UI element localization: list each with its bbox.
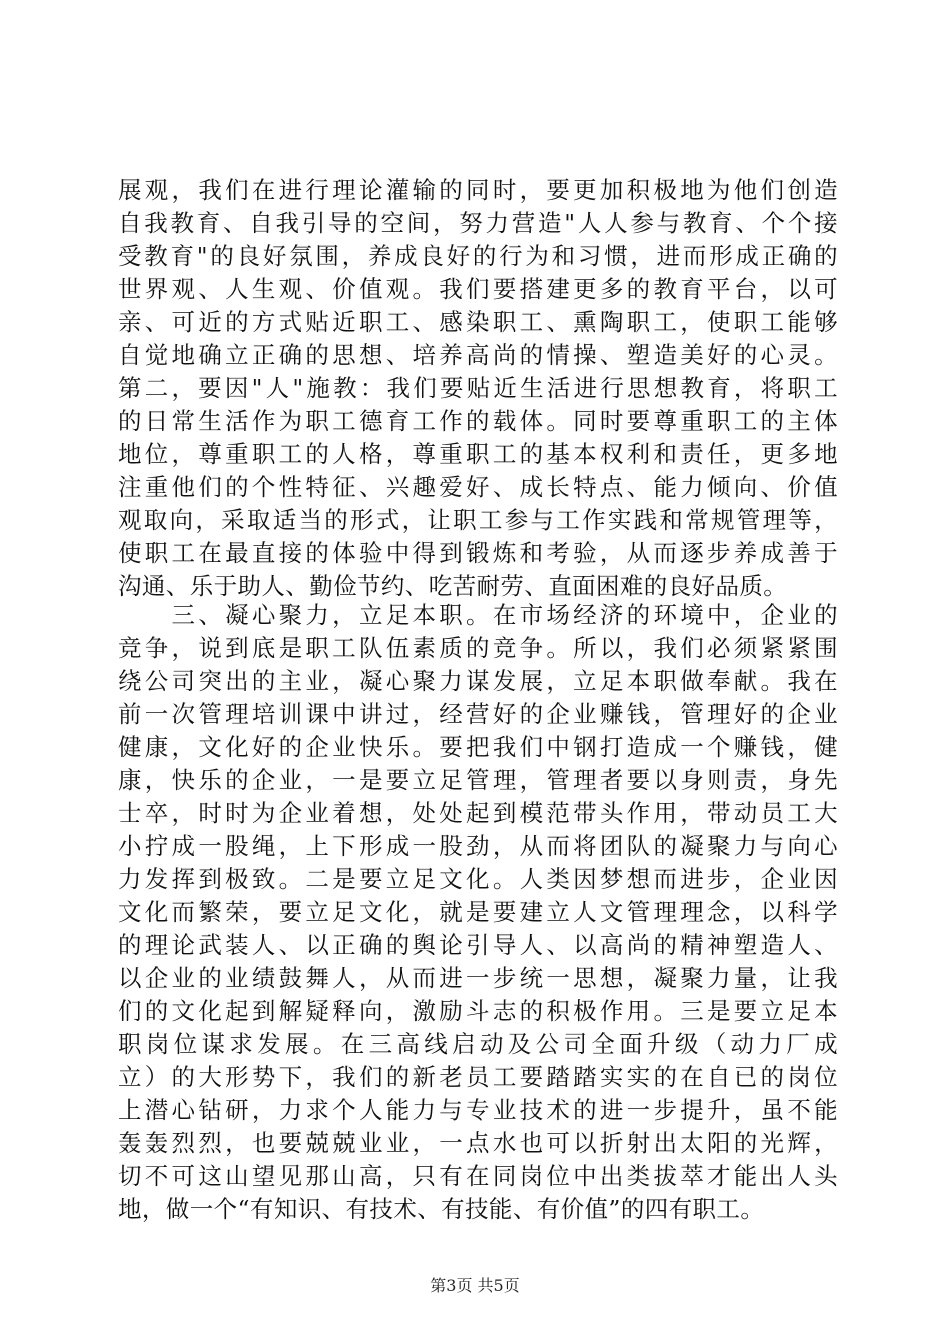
text-line: 使职工在最直接的体验中得到锻炼和考验，从而逐步养成善于	[118, 539, 838, 567]
text-line: 康，快乐的企业，一是要立足管理，管理者要以身则责，身先	[118, 766, 838, 794]
text-line: 士卒，时时为企业着想，处处起到模范带头作用，带动员工大	[118, 799, 838, 827]
text-line: 地位，尊重职工的人格，尊重职工的基本权利和责任，更多地	[118, 440, 838, 468]
text-line: 自我教育、自我引导的空间，努力营造"人人参与教育、个个接	[118, 209, 838, 237]
text-line: 上潜心钻研，力求个人能力与专业技术的进一步提升，虽不能	[118, 1096, 838, 1124]
text-line: 亲、可近的方式贴近职工、感染职工、熏陶职工，使职工能够	[118, 308, 838, 336]
text-line: 世界观、人生观、价值观。我们要搭建更多的教育平台，以可	[118, 275, 838, 303]
text-line: 观取向，采取适当的形式，让职工参与工作实践和常规管理等，	[118, 506, 838, 534]
text-line: 注重他们的个性特征、兴趣爱好、成长特点、能力倾向、价值	[118, 473, 838, 501]
text-line: 的理论武装人、以正确的舆论引导人、以高尚的精神塑造人、	[118, 931, 838, 959]
page-number: 第3页 共5页	[430, 1276, 520, 1295]
text-line: 力发挥到极致。二是要立足文化。人类因梦想而进步，企业因	[118, 865, 838, 893]
text-line: 的日常生活作为职工德育工作的载体。同时要尊重职工的主体	[118, 407, 838, 435]
text-line: 立）的大形势下，我们的新老员工要踏踏实实的在自已的岗位	[118, 1063, 838, 1091]
text-line: 受教育"的良好氛围，养成良好的行为和习惯，进而形成正确的	[118, 242, 838, 270]
text-line: 健康，文化好的企业快乐。要把我们中钢打造成一个赚钱，健	[118, 733, 838, 761]
text-line: 地，做一个“有知识、有技术、有技能、有价值”的四有职工。	[118, 1195, 765, 1223]
text-line: 绕公司突出的主业，凝心聚力谋发展，立足本职做奉献。我在	[118, 667, 838, 695]
text-line: 们的文化起到解疑释向，激励斗志的积极作用。三是要立足本	[118, 997, 838, 1025]
paragraph-1	[118, 174, 838, 603]
text-line: 三、凝心聚力，立足本职。在市场经济的环境中，企业的	[118, 601, 838, 629]
paragraph-2	[118, 599, 838, 1226]
text-line: 竞争，说到底是职工队伍素质的竞争。所以，我们必须紧紧围	[118, 634, 838, 662]
text-line: 展观，我们在进行理论灌输的同时，要更加积极地为他们创造	[118, 176, 838, 204]
text-line: 前一次管理培训课中讲过，经营好的企业赚钱，管理好的企业	[118, 700, 838, 728]
text-line: 职岗位谋求发展。在三高线启动及公司全面升级（动力厂成	[118, 1030, 838, 1058]
text-line: 沟通、乐于助人、勤俭节约、吃苦耐劳、直面困难的良好品质。	[118, 572, 788, 600]
text-line: 以企业的业绩鼓舞人，从而进一步统一思想，凝聚力量，让我	[118, 964, 838, 992]
text-line: 文化而繁荣，要立足文化，就是要建立人文管理理念，以科学	[118, 898, 838, 926]
text-line: 小拧成一股绳，上下形成一股劲，从而将团队的凝聚力与向心	[118, 832, 838, 860]
text-line: 切不可这山望见那山高，只有在同岗位中出类拔萃才能出人头	[118, 1162, 838, 1190]
text-line: 轰轰烈烈，也要兢兢业业，一点水也可以折射出太阳的光辉，	[118, 1129, 838, 1157]
text-line: 自觉地确立正确的思想、培养高尚的情操、塑造美好的心灵。	[118, 341, 838, 369]
text-line: 第二，要因"人"施教：我们要贴近生活进行思想教育，将职工	[118, 374, 838, 402]
